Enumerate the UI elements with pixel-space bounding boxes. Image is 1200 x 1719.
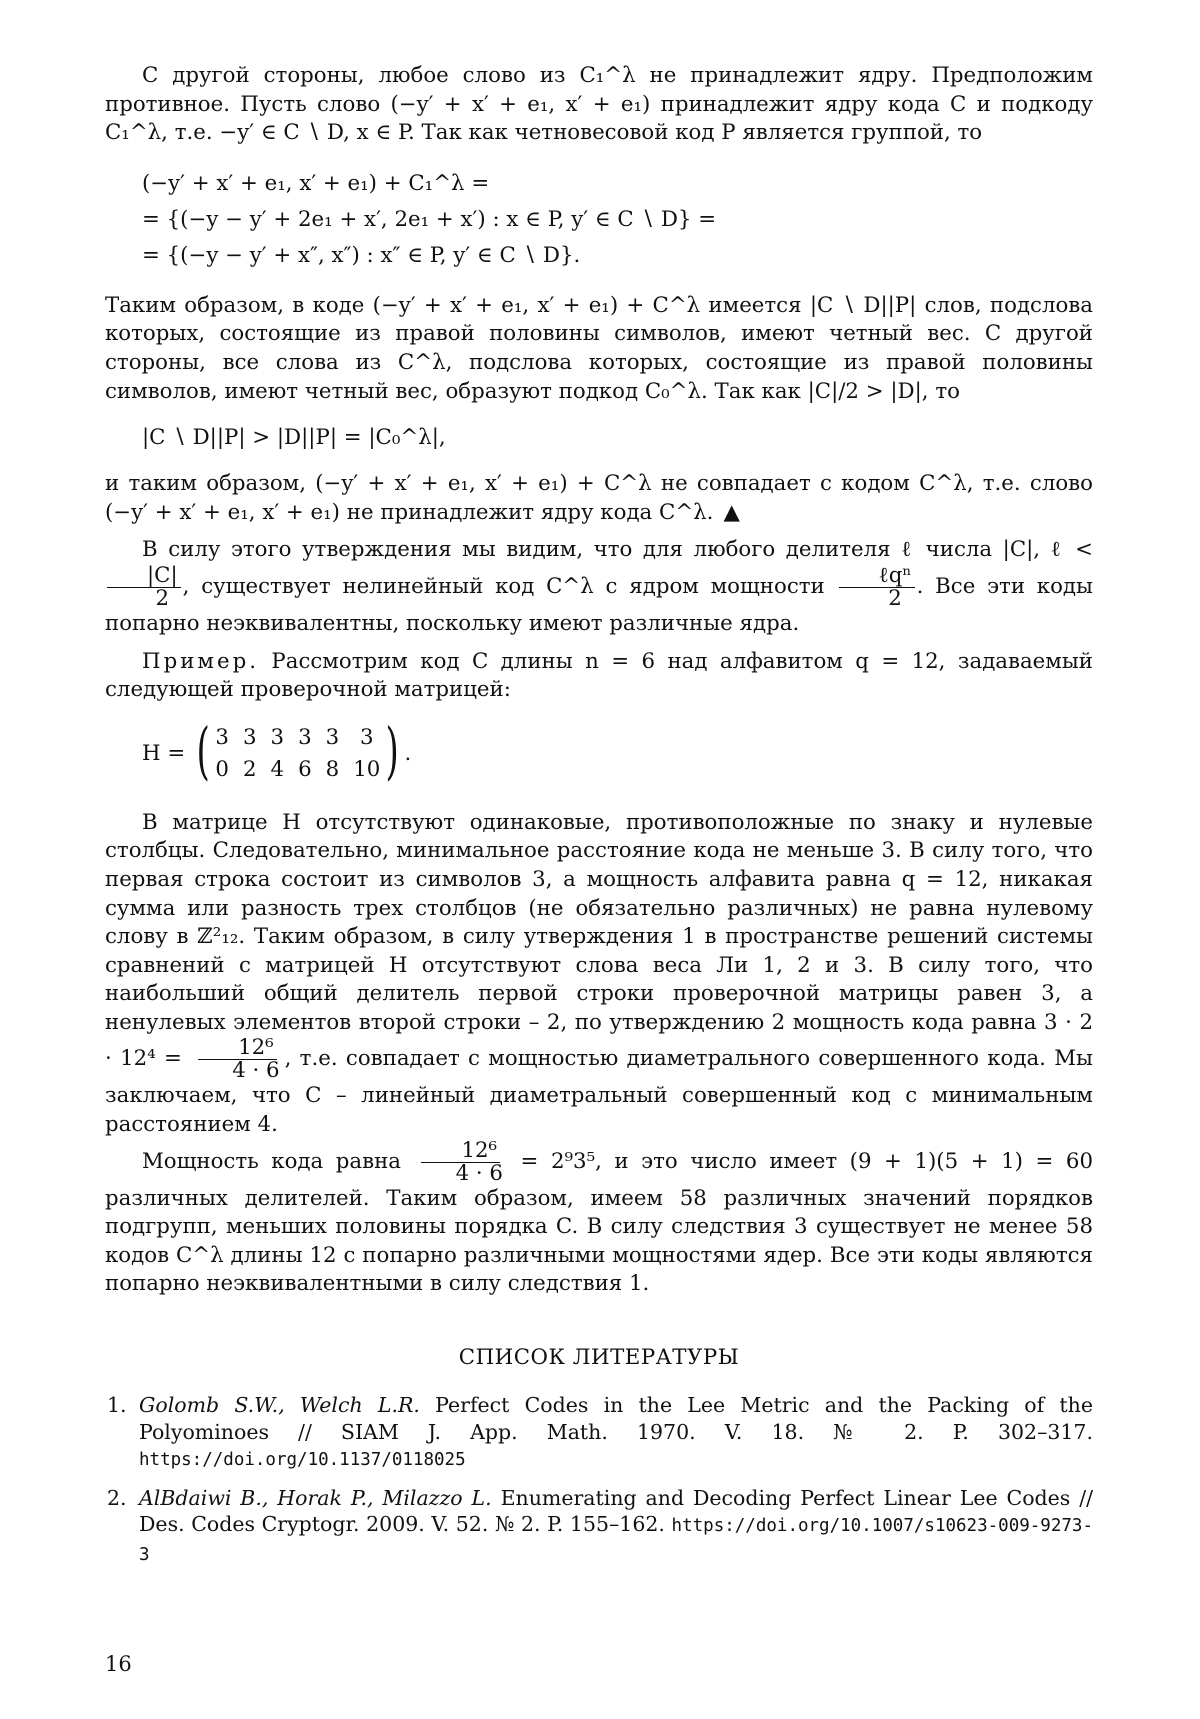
divisor-text-c: . Все эти коды попарно неэквивалентны, поскольку имеют различные ядра. [105,573,1093,636]
paragraph-matrix-analysis [105,809,1093,1140]
fraction-12-6-over-4-6 [192,1037,282,1082]
matrix-cell: 3 [298,724,312,750]
fraction-12-6-over-4-6 [416,1137,506,1186]
paragraph-example [105,648,1093,705]
paragraph-divisor [105,536,1093,638]
reference-text: Perfect Codes in the Lee Metric and the Packing of the Polyominoes // SIAM J. App. Math. 1970. V. 18. № 2. P. 302–317. [139,1393,1093,1444]
conclusion-text: и таким образом, (−y′ + x′ + e₁, x′ + e₁) + C^λ не совпадает с кодом C^λ, т.е. слово (−y′ + x′ + e₁, x′ + e₁) не принадлежит ядру кода C^λ. [105,471,1093,525]
page-body [105,62,1093,1579]
fraction-denominator: 4 · 6 [455,1160,503,1186]
matrix-cell: 0 [215,756,229,782]
references-title: СПИСОК ЛИТЕРАТУРЫ [458,1345,740,1371]
count-text-a: Мощность кода равна [142,1148,401,1174]
matrix-lhs: H = [142,741,186,767]
page-number: 16 [105,1652,132,1676]
divisor-text-b: , существует нелинейный код C^λ с ядром мощности [182,573,825,599]
fraction-denominator: 4 · 6 [232,1058,280,1084]
matrix-cell: 3 [359,724,374,750]
fraction-denominator: 2 [155,585,170,611]
reference-item [105,1485,1093,1569]
matrix-cells [215,723,380,785]
matrix-cell: 8 [325,756,340,782]
reference-number: 1. [107,1393,127,1418]
equation-line: = {(−y − y′ + x″, x″) : x″ ∈ P, y′ ∈ C ∖ D}. [142,242,581,268]
fraction-numerator: |C| [107,565,181,588]
fraction-c-over-2 [107,562,181,611]
matrix-cell: 3 [242,724,257,750]
equation-line: (−y′ + x′ + e₁, x′ + e₁) + C₁^λ = [142,170,490,196]
reference-body [139,1485,1093,1569]
matrix-cell: 3 [215,724,229,750]
reference-doi-link[interactable]: https://doi.org/10.1007/s10623-009-9273-3 [139,1516,1093,1565]
reference-authors: AlBdaiwi B., Horak P., Milazzo L. [139,1485,492,1510]
analysis-text-a: В матрице H отсутствуют одинаковые, противоположные по знаку и нулевые столбцы. Следовательно, минимальное расстояние кода не меньше 3. В силу того, что первая строка состоит из символов 3, а мощность алфавита равна q = 12, никакая сумма или разность трех столбцов (не обязательно различных) не равна нулевому слову в ℤ²₁₂. Таким образом, в силу утверждения 1 в пространстве решений системы сравнений с матрицей H отсутствуют слова веса Ли 1, 2 и 3. В силу того, что наибольший общий делитель первой строки проверочной матрицы равен 3, а ненулевых элементов второй строки – 2, по утверждению 2 мощность кода равна 3 · 2 · 12⁴ = [105,809,1093,1072]
equation-line: = {(−y − y′ + 2e₁ + x′, 2e₁ + x′) : x ∈ P, y′ ∈ C ∖ D} = [142,206,717,232]
matrix-cell: 6 [298,756,312,782]
fraction-numerator: 12⁶ [421,1140,500,1163]
fraction-numerator: ℓqⁿ [839,565,915,588]
fraction-denominator: 2 [888,585,902,611]
matrix-cell: 3 [325,724,340,750]
count-text-b: = 2⁹3⁵, и это число имеет (9 + 1)(5 + 1) = 60 различных делителей. Таким образом, имеем 58 различных значений порядков подгрупп, меньших половины порядка C. В силу следствия 3 существует не менее 58 кодов C^λ длины 12 с попарно различными мощностями ядер. Все эти коды являются попарно неэквивалентными в силу следствия 1. [105,1148,1093,1297]
fraction-numerator: 12⁶ [198,1037,277,1060]
reference-body [139,1392,1093,1474]
divisor-text-a: В силу этого утверждения мы видим, что для любого делителя ℓ числа |C|, ℓ < [142,537,1093,563]
matrix-cell: 3 [270,724,285,750]
reference-text: Enumerating and Decoding Perfect Linear Lee Codes // Des. Codes Cryptogr. 2009. V. 52. № 2. P. 155–162. [139,1485,1094,1537]
reference-number: 2. [107,1485,127,1510]
example-text: Рассмотрим код C длины n = 6 над алфавитом q = 12, задаваемый следующей проверочной матрицей: [105,648,1093,703]
paragraph-proof-start: С другой стороны, любое слово из C₁^λ не принадлежит ядру. Предположим противное. Пусть слово (−y′ + x′ + e₁, x′ + e₁) принадлежит ядру кода C и подкоду C₁^λ, т.е. −y′ ∈ C ∖ D, x ∈ P. Так как четновесовой код P является группой, то [105,63,1093,146]
check-matrix [142,713,1093,787]
right-paren-icon: ) [385,713,400,787]
analysis-text-b: , т.е. совпадает с мощностью диаметрального совершенного кода. Мы заключаем, что C – линейный диаметральный совершенный код с минимальным расстоянием 4. [105,1046,1093,1138]
example-label: Пример. [142,648,259,674]
end-of-proof-mark: ▲ [723,499,740,525]
fraction-lq-over-2 [839,562,915,611]
left-paren-icon: ( [196,713,210,787]
equation-block-2: |C ∖ D||P| > |D||P| = |C₀^λ|, [142,425,446,451]
paragraph-code-count: Таким образом, в коде (−y′ + x′ + e₁, x′ + e₁) + C^λ имеется |C ∖ D||P| слов, подслова которых, состоящие из правой половины символов, имеют четный вес. С другой стороны, все слова из C^λ, подслова которых, состоящие из правой половины символов, имеют четный вес, образуют подкод C₀^λ. Так как |C|/2 > |D|, то [105,292,1093,404]
matrix-cell: 10 [353,756,381,782]
reference-item [105,1392,1093,1474]
matrix-end: . [404,741,412,767]
equation-block-1 [142,166,1093,274]
reference-doi-link[interactable]: https://doi.org/10.1137/0118025 [139,1450,466,1471]
reference-authors: Golomb S.W., Welch L.R. [139,1393,420,1418]
paragraph-conclusion [105,470,1093,527]
paragraph-divisor-count [105,1137,1093,1299]
matrix-cell: 4 [270,756,285,782]
matrix-cell: 2 [242,756,257,782]
